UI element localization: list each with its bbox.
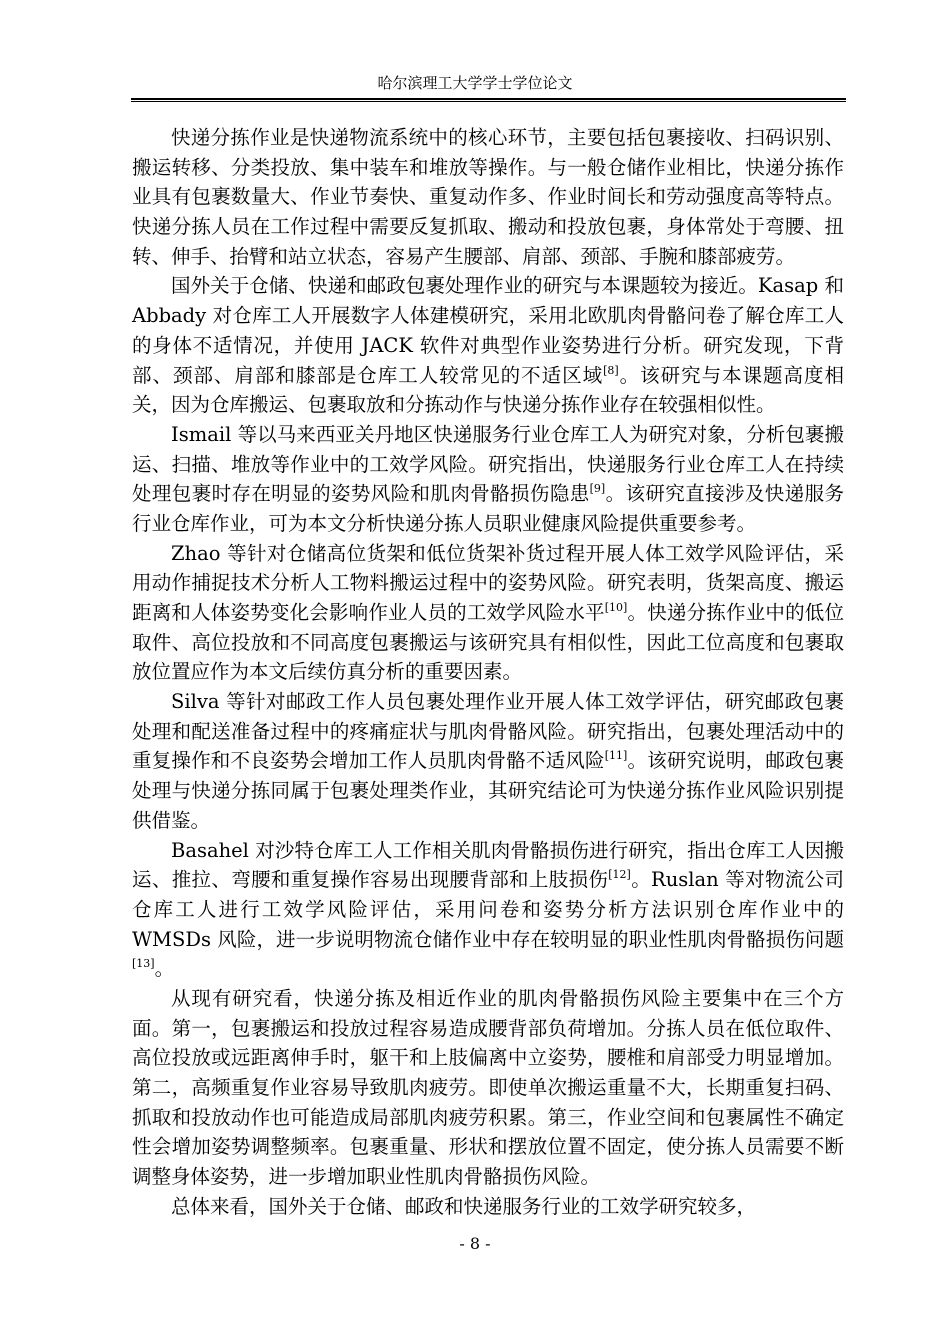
text-run: 。该研究与本课题高度相关，因为仓库搬运、包裹取放和分拣动作与快递分拣作业存在较强相似性。 xyxy=(132,363,844,417)
text-run: 从现有研究看，快递分拣及相近作业的肌肉骨骼损伤风险主要集中在三个方面。第一，包裹搬运和投放过程容易造成腰背部负荷增加。分拣人员在低位取件、高位投放或远距离伸手时，躯干和上肢偏离中立姿势，腰椎和肩部受力明显增加。第二，高频重复作业容易导致肌肉疲劳。即使单次搬运重量不大，长期重复扫码、抓取和投放动作也可能造成局部肌肉疲劳积累。第三，作业空间和包裹属性不确定性会增加姿势调整频率。包裹重量、形状和摆放位置不固定，使分拣人员需要不断调整身体姿势，进一步增加职业性肌肉骨骼损伤风险。 xyxy=(132,986,844,1189)
paragraph xyxy=(132,984,844,1192)
text-run: 。该研究说明，邮政包裹处理与快递分拣同属于包裹处理类作业，其研究结论可为快递分拣作业风险识别提供借鉴。 xyxy=(132,749,844,832)
text-run: 。 xyxy=(154,957,175,981)
body-text xyxy=(132,123,844,1221)
paragraph xyxy=(132,123,844,271)
text-run: Ismail 等以马来西亚关丹地区快递服务行业仓库工人为研究对象，分析包裹搬运、扫描、堆放等作业中的工效学风险。研究指出，快递服务行业仓库工人在持续处理包裹时存在明显的姿势风险和肌肉骨骼损伤隐患 xyxy=(132,422,844,506)
paragraph xyxy=(132,539,844,687)
header-rule-thick xyxy=(131,98,846,100)
paragraph xyxy=(132,1192,844,1222)
citation-12: [12] xyxy=(608,868,631,882)
page-number: - 8 - xyxy=(459,1234,491,1253)
running-header-title: 哈尔滨理工大学学士学位论文 xyxy=(377,74,573,92)
text-run: 。快递分拣作业中的低位取件、高位投放和不同高度包裹搬运与该研究具有相似性，因此工位高度和包裹取放位置应作为本文后续仿真分析的重要因素。 xyxy=(132,601,844,684)
citation-10: [10] xyxy=(604,601,628,614)
paragraph xyxy=(132,420,844,539)
paragraph xyxy=(132,271,844,419)
text-run: 总体来看，国外关于仓储、邮政和快递服务行业的工效学研究较多， xyxy=(171,1194,757,1218)
header-rule-thin xyxy=(131,101,846,102)
paragraph xyxy=(132,687,844,835)
text-run: Silva 等针对邮政工作人员包裹处理作业开展人体工效学评估，研究邮政包裹处理和配送准备过程中的疼痛症状与肌肉骨骼风险。研究指出，包裹处理活动中的重复操作和不良姿势会增加工作人员肌肉骨骼不适风险 xyxy=(132,690,844,773)
citation-8: [8] xyxy=(603,363,619,377)
text-run: 国外关于仓储、快递和邮政包裹处理作业的研究与本课题较为接近。Kasap 和 Abbady 对仓库工人开展数字人体建模研究，采用北欧肌肉骨骼问卷了解仓库工人的身体不适情况，并使用 JACK 软件对典型作业姿势进行分析。研究发现，下背部、颈部、肩部和膝部是仓库工人较常见的不适区域 xyxy=(132,274,844,387)
citation-11: [11] xyxy=(604,749,628,763)
text-run: Basahel 对沙特仓库工人工作相关肌肉骨骼损伤进行研究，指出仓库工人因搬运、推拉、弯腰和重复操作容易出现腰背部和上肢损伤 xyxy=(132,838,844,892)
text-run: 。该研究直接涉及快递服务行业仓库作业，可为本文分析快递分拣人员职业健康风险提供重要参考。 xyxy=(132,482,844,535)
text-run: Zhao 等针对仓储高位货架和低位货架补货过程开展人体工效学风险评估，采用动作捕捉技术分析人工物料搬运过程中的姿势风险。研究表明，货架高度、搬运距离和人体姿势变化会影响作业人员的工效学风险水平 xyxy=(132,541,844,624)
citation-9: [9] xyxy=(589,482,606,496)
citation-13: [13] xyxy=(132,957,155,971)
text-run: 快递分拣作业是快递物流系统中的核心环节，主要包括包裹接收、扫码识别、搬运转移、分类投放、集中装车和堆放等操作。与一般仓储作业相比，快递分拣作业具有包裹数量大、作业节奏快、重复动作多、作业时间长和劳动强度高等特点。快递分拣人员在工作过程中需要反复抓取、搬动和投放包裹，身体常处于弯腰、扭转、伸手、抬臂和站立状态，容易产生腰部、肩部、颈部、手腕和膝部疲劳。 xyxy=(132,126,844,268)
text-run: 。Ruslan 等对物流公司仓库工人进行工效学风险评估，采用问卷和姿势分析方法识别仓库作业中的 WMSDs 风险，进一步说明物流仓储作业中存在较明显的职业性肌肉骨骼损伤问题 xyxy=(132,868,844,951)
paragraph xyxy=(132,836,844,984)
